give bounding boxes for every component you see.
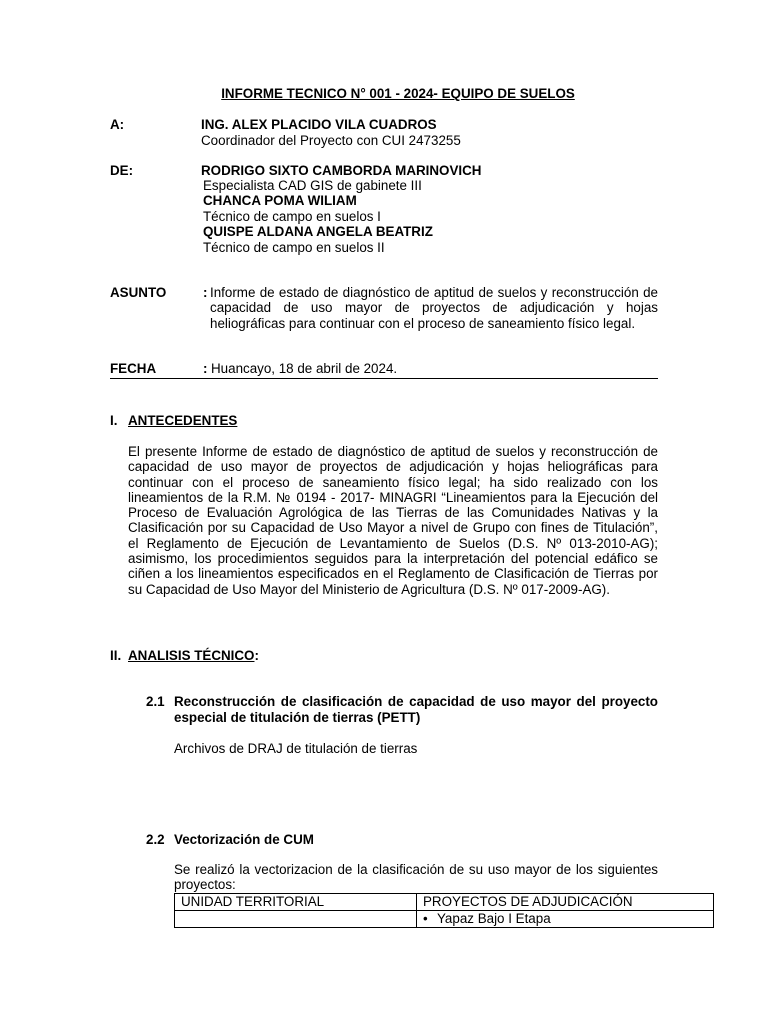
table-header-row (175, 894, 714, 911)
section2-heading-wrap (128, 648, 259, 663)
to-role: Coordinador del Proyecto con CUI 2473255 (201, 133, 461, 148)
from-role-2: Técnico de campo en suelos I (203, 209, 381, 224)
from-label: DE: (110, 163, 134, 178)
sub2-heading: Vectorización de CUM (174, 832, 314, 847)
date-label: FECHA (110, 361, 157, 376)
table-row (175, 911, 714, 928)
date-text: Huancayo, 18 de abril de 2024. (211, 361, 398, 376)
table-header-project: PROYECTOS DE ADJUDICACIÓN (417, 894, 714, 911)
table-cell-unit (175, 911, 417, 928)
sub1-number: 2.1 (146, 694, 165, 709)
sub1-heading: Reconstrucción de clasificación de capacidad de uso mayor del proyecto especial de titulación de tierras (PETT) (174, 694, 658, 725)
sub1-text: Archivos de DRAJ de titulación de tierras (174, 741, 418, 756)
from-name-2: CHANCA POMA WILIAM (203, 193, 357, 208)
section1-body: El presente Informe de estado de diagnóstico de aptitud de suelos y reconstrucción de capacidad de uso mayor de proyectos de adjudicación y hojas heliográficas para continuar con el proceso de saneamiento físico legal; ha sido realizado con los lineamientos de la R.M. № 0194 - 2017- MINAGRI “Lineamientos para la Ejecución del Proceso de Evaluación Agrológica de las Tierras de las Comunidades Nativas y la Clasificación por su Capacidad de Uso Mayor a nivel de Grupo con fines de Titulación”, el Reglamento de Ejecución de Levantamiento de Suelos (D.S. Nº 013-2010-AG); asimismo, los procedimientos seguidos para la interpretación del potencial edáfico se ciñen a los lineamientos especificados en el Reglamento de Clasificación de Tierras por su Capacidad de Uso Mayor del Ministerio de Agricultura (D.S. Nº 017-2009-AG). (128, 444, 658, 597)
from-name-3: QUISPE ALDANA ANGELA BEATRIZ (203, 224, 433, 239)
section2-heading: ANALISIS TÉCNICO (128, 648, 255, 663)
section1-heading: ANTECEDENTES (128, 413, 238, 428)
projects-table (174, 893, 714, 928)
date-colon: : (203, 361, 208, 376)
sub2-text: Se realizó la vectorizacion de la clasificación de su uso mayor de los siguientes proyectos: (174, 862, 658, 892)
header-divider (110, 378, 658, 379)
table-cell-project (417, 911, 714, 928)
to-name: ING. ALEX PLACIDO VILA CUADROS (201, 117, 437, 132)
section1-number: I. (110, 413, 118, 428)
from-role-3: Técnico de campo en suelos II (203, 240, 385, 255)
section2-heading-colon: : (254, 648, 259, 663)
bullet-icon: • (423, 911, 428, 926)
sub2-number: 2.2 (146, 832, 165, 847)
subject-text: Informe de estado de diagnóstico de aptitud de suelos y reconstrucción de capacidad de uso mayor de proyectos de adjudicación y hojas heliográficas para continuar con el proceso de saneamiento físico legal. (210, 285, 658, 331)
subject-colon: : (203, 285, 208, 300)
subject-label: ASUNTO (110, 285, 167, 300)
report-title: INFORME TECNICO N° 001 - 2024- EQUIPO DE SUELOS (221, 86, 575, 101)
section2-number: II. (110, 648, 122, 663)
table-header-unit: UNIDAD TERRITORIAL (175, 894, 417, 911)
to-label: A: (110, 117, 125, 132)
table-cell-project-text: Yapaz Bajo I Etapa (437, 911, 551, 926)
from-role-1: Especialista CAD GIS de gabinete III (203, 178, 422, 193)
from-name-1: RODRIGO SIXTO CAMBORDA MARINOVICH (201, 163, 482, 178)
